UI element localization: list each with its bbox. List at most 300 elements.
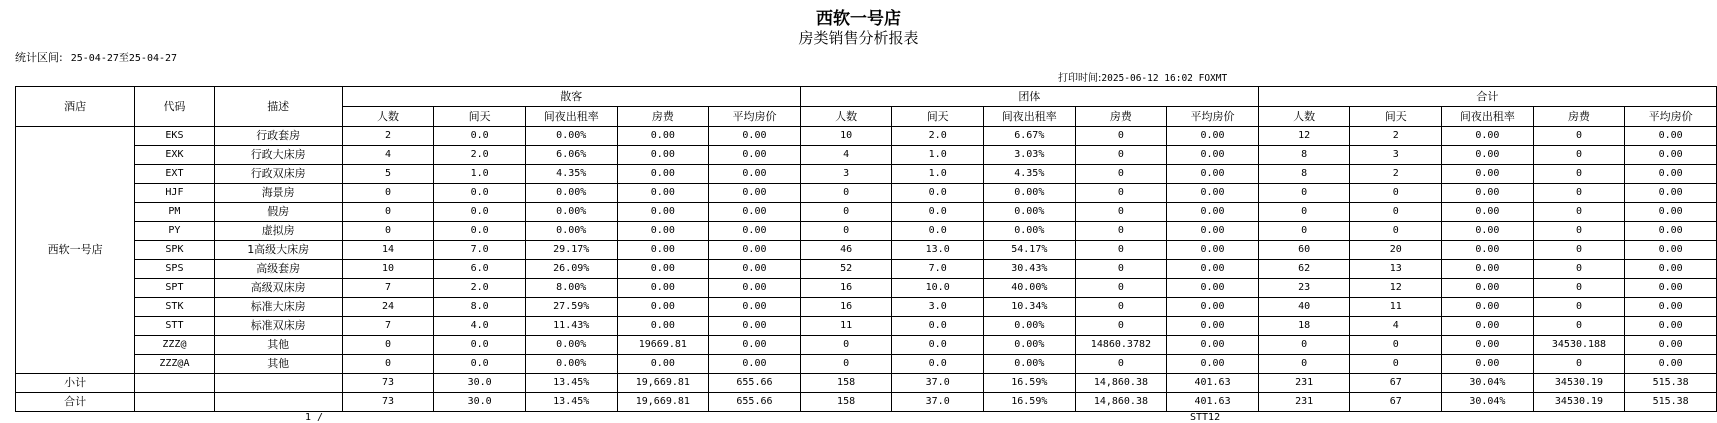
- period-value: 25-04-27至25-04-27: [70, 53, 178, 64]
- value-cell: 655.66: [709, 393, 801, 412]
- room-code-cell: SPK: [135, 241, 214, 260]
- value-cell: 0.0: [892, 317, 984, 336]
- room-code-cell: ZZZ@: [135, 336, 214, 355]
- value-cell: 0: [1075, 165, 1167, 184]
- value-cell: 0.00: [1625, 165, 1717, 184]
- header-row-groups: [16, 87, 1717, 107]
- value-cell: 30.0: [434, 393, 526, 412]
- header-subcol: 间天: [892, 107, 984, 127]
- value-cell: 19,669.81: [617, 374, 709, 393]
- value-cell: 4.0: [434, 317, 526, 336]
- value-cell: 8.0: [434, 298, 526, 317]
- table-row: [16, 336, 1717, 355]
- header-subcol: 房费: [1533, 107, 1625, 127]
- value-cell: 12: [1258, 127, 1350, 146]
- value-cell: 4: [1350, 317, 1442, 336]
- value-cell: 0: [1533, 184, 1625, 203]
- table-body: [16, 127, 1717, 412]
- table-row: [16, 203, 1717, 222]
- value-cell: 0.00: [709, 317, 801, 336]
- footer-user: STT12: [1190, 412, 1221, 423]
- room-description-cell: 其他: [214, 336, 342, 355]
- value-cell: 12: [1350, 279, 1442, 298]
- summary-row: [16, 374, 1717, 393]
- value-cell: 62: [1258, 260, 1350, 279]
- value-cell: 0.00: [1442, 146, 1534, 165]
- value-cell: 0: [1258, 184, 1350, 203]
- room-code-cell: SPT: [135, 279, 214, 298]
- value-cell: 0.00: [1167, 279, 1259, 298]
- room-code-cell: SPS: [135, 260, 214, 279]
- value-cell: 3.03%: [984, 146, 1076, 165]
- value-cell: 0: [1533, 165, 1625, 184]
- value-cell: 0.00: [617, 127, 709, 146]
- value-cell: 401.63: [1167, 393, 1259, 412]
- header-subcol: 间天: [434, 107, 526, 127]
- value-cell: 0: [1075, 203, 1167, 222]
- empty-cell: [214, 374, 342, 393]
- header-subcol: 房费: [617, 107, 709, 127]
- value-cell: 2.0: [434, 279, 526, 298]
- value-cell: 0.00%: [984, 184, 1076, 203]
- room-description-cell: 行政双床房: [214, 165, 342, 184]
- value-cell: 37.0: [892, 393, 984, 412]
- value-cell: 0: [1075, 279, 1167, 298]
- value-cell: 14: [342, 241, 434, 260]
- value-cell: 158: [800, 393, 892, 412]
- value-cell: 60: [1258, 241, 1350, 260]
- value-cell: 0.00: [1442, 298, 1534, 317]
- header-description: 描述: [214, 87, 342, 127]
- value-cell: 0.00: [1167, 336, 1259, 355]
- header-subcol: 平均房价: [1625, 107, 1717, 127]
- room-description-cell: 其他: [214, 355, 342, 374]
- value-cell: 0.00%: [984, 336, 1076, 355]
- value-cell: 24: [342, 298, 434, 317]
- value-cell: 0: [342, 203, 434, 222]
- value-cell: 0: [1075, 146, 1167, 165]
- header-group-group: 团体: [800, 87, 1258, 107]
- value-cell: 0.00: [1625, 203, 1717, 222]
- value-cell: 0: [1533, 317, 1625, 336]
- value-cell: 0: [1075, 241, 1167, 260]
- room-description-cell: 1高级大床房: [214, 241, 342, 260]
- value-cell: 0.00: [1442, 355, 1534, 374]
- value-cell: 40.00%: [984, 279, 1076, 298]
- value-cell: 4.35%: [525, 165, 617, 184]
- value-cell: 0.0: [434, 355, 526, 374]
- value-cell: 0: [1350, 355, 1442, 374]
- value-cell: 7: [342, 317, 434, 336]
- value-cell: 0.00: [1442, 203, 1534, 222]
- value-cell: 0: [1075, 127, 1167, 146]
- value-cell: 0.00: [1167, 146, 1259, 165]
- value-cell: 0.00%: [984, 203, 1076, 222]
- value-cell: 3: [800, 165, 892, 184]
- value-cell: 8.00%: [525, 279, 617, 298]
- header-subcol: 人数: [342, 107, 434, 127]
- room-code-cell: STT: [135, 317, 214, 336]
- header-subcol: 人数: [800, 107, 892, 127]
- header-subcol: 平均房价: [709, 107, 801, 127]
- room-code-cell: HJF: [135, 184, 214, 203]
- value-cell: 0.00: [709, 127, 801, 146]
- value-cell: 7.0: [892, 260, 984, 279]
- value-cell: 73: [342, 374, 434, 393]
- value-cell: 14,860.38: [1075, 374, 1167, 393]
- room-code-cell: PY: [135, 222, 214, 241]
- value-cell: 14860.3782: [1075, 336, 1167, 355]
- value-cell: 0.00: [1625, 298, 1717, 317]
- table-row: [16, 355, 1717, 374]
- value-cell: 0.00: [1625, 336, 1717, 355]
- empty-cell: [135, 393, 214, 412]
- value-cell: 10.0: [892, 279, 984, 298]
- table-row: [16, 298, 1717, 317]
- room-code-cell: EXT: [135, 165, 214, 184]
- value-cell: 0: [800, 355, 892, 374]
- value-cell: 0.0: [434, 336, 526, 355]
- room-code-cell: EXK: [135, 146, 214, 165]
- value-cell: 0: [1350, 184, 1442, 203]
- value-cell: 0.00: [1167, 298, 1259, 317]
- value-cell: 0.00: [709, 184, 801, 203]
- value-cell: 10.34%: [984, 298, 1076, 317]
- value-cell: 0.00: [709, 222, 801, 241]
- value-cell: 11: [1350, 298, 1442, 317]
- value-cell: 0.00: [709, 260, 801, 279]
- value-cell: 0.00: [617, 146, 709, 165]
- period-label: 统计区间:: [15, 51, 63, 64]
- value-cell: 34530.19: [1533, 393, 1625, 412]
- value-cell: 0.00: [709, 279, 801, 298]
- value-cell: 73: [342, 393, 434, 412]
- value-cell: 0.0: [892, 355, 984, 374]
- value-cell: 2: [1350, 127, 1442, 146]
- value-cell: 0.00: [617, 279, 709, 298]
- value-cell: 7.0: [434, 241, 526, 260]
- value-cell: 0: [1533, 260, 1625, 279]
- value-cell: 0.00%: [984, 222, 1076, 241]
- table-row: [16, 222, 1717, 241]
- empty-cell: [135, 374, 214, 393]
- value-cell: 0: [1258, 355, 1350, 374]
- report-hotel-title: 西软一号店: [816, 9, 901, 29]
- value-cell: 0.00: [1167, 127, 1259, 146]
- value-cell: 0: [1075, 298, 1167, 317]
- value-cell: 67: [1350, 374, 1442, 393]
- value-cell: 0.00: [1625, 146, 1717, 165]
- value-cell: 0.00: [1625, 184, 1717, 203]
- value-cell: 515.38: [1625, 393, 1717, 412]
- value-cell: 0.00: [1167, 165, 1259, 184]
- print-time: [1058, 69, 1227, 84]
- value-cell: 10: [800, 127, 892, 146]
- value-cell: 3.0: [892, 298, 984, 317]
- room-code-cell: ZZZ@A: [135, 355, 214, 374]
- room-description-cell: 标准双床房: [214, 317, 342, 336]
- value-cell: 1.0: [892, 146, 984, 165]
- value-cell: 1.0: [892, 165, 984, 184]
- value-cell: 30.0: [434, 374, 526, 393]
- value-cell: 0.00: [1442, 222, 1534, 241]
- table-row: [16, 127, 1717, 146]
- value-cell: 655.66: [709, 374, 801, 393]
- header-subcol: 平均房价: [1167, 107, 1259, 127]
- print-time-label: 打印时间:: [1058, 73, 1102, 84]
- value-cell: 0.00: [1625, 127, 1717, 146]
- value-cell: 0: [1258, 222, 1350, 241]
- value-cell: 13.45%: [525, 374, 617, 393]
- value-cell: 0.00: [617, 165, 709, 184]
- value-cell: 2.0: [434, 146, 526, 165]
- value-cell: 0.00: [1625, 222, 1717, 241]
- table-row: [16, 146, 1717, 165]
- value-cell: 0: [1533, 279, 1625, 298]
- value-cell: 0.0: [434, 222, 526, 241]
- value-cell: 0.0: [434, 203, 526, 222]
- value-cell: 0.00: [709, 355, 801, 374]
- room-description-cell: 海景房: [214, 184, 342, 203]
- value-cell: 0.00: [617, 241, 709, 260]
- value-cell: 0.00: [1442, 336, 1534, 355]
- header-subcol: 间夜出租率: [1442, 107, 1534, 127]
- value-cell: 8: [1258, 146, 1350, 165]
- value-cell: 0.00: [1167, 222, 1259, 241]
- value-cell: 52: [800, 260, 892, 279]
- room-description-cell: 假房: [214, 203, 342, 222]
- table-row: [16, 165, 1717, 184]
- value-cell: 16.59%: [984, 393, 1076, 412]
- value-cell: 0: [800, 184, 892, 203]
- value-cell: 8: [1258, 165, 1350, 184]
- value-cell: 0: [800, 336, 892, 355]
- value-cell: 0: [800, 203, 892, 222]
- value-cell: 19,669.81: [617, 393, 709, 412]
- value-cell: 16.59%: [984, 374, 1076, 393]
- value-cell: 0: [1075, 222, 1167, 241]
- value-cell: 0.00: [1167, 355, 1259, 374]
- value-cell: 3: [1350, 146, 1442, 165]
- value-cell: 515.38: [1625, 374, 1717, 393]
- value-cell: 0: [342, 184, 434, 203]
- value-cell: 0.00: [617, 203, 709, 222]
- value-cell: 0.0: [434, 184, 526, 203]
- room-description-cell: 行政套房: [214, 127, 342, 146]
- summary-row: [16, 393, 1717, 412]
- value-cell: 0.00: [1167, 184, 1259, 203]
- value-cell: 0: [1533, 146, 1625, 165]
- value-cell: 0.00: [1442, 279, 1534, 298]
- value-cell: 0: [1075, 355, 1167, 374]
- value-cell: 0.0: [892, 184, 984, 203]
- value-cell: 0.00: [709, 165, 801, 184]
- statistics-period: [15, 49, 177, 65]
- value-cell: 0.00%: [525, 184, 617, 203]
- header-subcol: 人数: [1258, 107, 1350, 127]
- value-cell: 0.0: [892, 203, 984, 222]
- table-row: [16, 184, 1717, 203]
- table-row: [16, 241, 1717, 260]
- value-cell: 0: [1533, 127, 1625, 146]
- value-cell: 0.0: [892, 336, 984, 355]
- value-cell: 231: [1258, 393, 1350, 412]
- room-description-cell: 虚拟房: [214, 222, 342, 241]
- page-number: 1 /: [305, 412, 324, 423]
- header-group-individual: 散客: [342, 87, 800, 107]
- value-cell: 0.00: [1625, 355, 1717, 374]
- value-cell: 0.00: [709, 298, 801, 317]
- value-cell: 0: [1075, 317, 1167, 336]
- value-cell: 4: [342, 146, 434, 165]
- value-cell: 0.00: [1167, 317, 1259, 336]
- value-cell: 29.17%: [525, 241, 617, 260]
- summary-label-cell: 合计: [16, 393, 135, 412]
- header-code: 代码: [135, 87, 214, 127]
- value-cell: 30.04%: [1442, 374, 1534, 393]
- value-cell: 30.43%: [984, 260, 1076, 279]
- value-cell: 0.00: [617, 260, 709, 279]
- value-cell: 11: [800, 317, 892, 336]
- value-cell: 0.00: [1625, 260, 1717, 279]
- value-cell: 0: [1075, 260, 1167, 279]
- value-cell: 0.00: [1442, 127, 1534, 146]
- value-cell: 401.63: [1167, 374, 1259, 393]
- value-cell: 4: [800, 146, 892, 165]
- value-cell: 27.59%: [525, 298, 617, 317]
- room-description-cell: 高级双床房: [214, 279, 342, 298]
- value-cell: 16: [800, 279, 892, 298]
- value-cell: 0.00: [617, 317, 709, 336]
- value-cell: 6.0: [434, 260, 526, 279]
- value-cell: 10: [342, 260, 434, 279]
- value-cell: 0.00: [1625, 279, 1717, 298]
- value-cell: 20: [1350, 241, 1442, 260]
- value-cell: 0.00: [1167, 203, 1259, 222]
- value-cell: 67: [1350, 393, 1442, 412]
- header-subcol: 间天: [1350, 107, 1442, 127]
- header-subcol: 间夜出租率: [984, 107, 1076, 127]
- value-cell: 0.00: [617, 184, 709, 203]
- room-code-cell: PM: [135, 203, 214, 222]
- value-cell: 0.00: [617, 298, 709, 317]
- value-cell: 0: [342, 222, 434, 241]
- value-cell: 0: [342, 355, 434, 374]
- value-cell: 0: [1075, 184, 1167, 203]
- value-cell: 7: [342, 279, 434, 298]
- header-subcol: 间夜出租率: [525, 107, 617, 127]
- value-cell: 1.0: [434, 165, 526, 184]
- value-cell: 37.0: [892, 374, 984, 393]
- room-description-cell: 行政大床房: [214, 146, 342, 165]
- value-cell: 0.00%: [525, 222, 617, 241]
- header-group-total: 合计: [1258, 87, 1716, 107]
- value-cell: 0: [1533, 203, 1625, 222]
- value-cell: 0: [1533, 241, 1625, 260]
- value-cell: 6.67%: [984, 127, 1076, 146]
- room-type-sales-table: [15, 86, 1717, 412]
- value-cell: 13: [1350, 260, 1442, 279]
- value-cell: 0.00: [709, 146, 801, 165]
- table-row: [16, 317, 1717, 336]
- room-description-cell: 高级套房: [214, 260, 342, 279]
- value-cell: 0.00: [709, 336, 801, 355]
- value-cell: 40: [1258, 298, 1350, 317]
- value-cell: 46: [800, 241, 892, 260]
- value-cell: 19669.81: [617, 336, 709, 355]
- value-cell: 0: [1350, 203, 1442, 222]
- value-cell: 0.00: [1442, 165, 1534, 184]
- value-cell: 0: [342, 336, 434, 355]
- print-time-value: 2025-06-12 16:02 FOXMT: [1101, 73, 1228, 84]
- header-hotel: 酒店: [16, 87, 135, 127]
- value-cell: 11.43%: [525, 317, 617, 336]
- value-cell: 26.09%: [525, 260, 617, 279]
- value-cell: 0.0: [434, 127, 526, 146]
- value-cell: 2: [1350, 165, 1442, 184]
- value-cell: 0: [1533, 355, 1625, 374]
- value-cell: 0.00: [709, 241, 801, 260]
- value-cell: 18: [1258, 317, 1350, 336]
- value-cell: 2: [342, 127, 434, 146]
- room-code-cell: STK: [135, 298, 214, 317]
- room-code-cell: EKS: [135, 127, 214, 146]
- summary-label-cell: 小计: [16, 374, 135, 393]
- value-cell: 13.0: [892, 241, 984, 260]
- value-cell: 0.00: [1625, 241, 1717, 260]
- value-cell: 0.00: [617, 355, 709, 374]
- empty-cell: [214, 393, 342, 412]
- value-cell: 0: [800, 222, 892, 241]
- value-cell: 54.17%: [984, 241, 1076, 260]
- value-cell: 0.00%: [984, 317, 1076, 336]
- value-cell: 0.0: [892, 222, 984, 241]
- value-cell: 34530.188: [1533, 336, 1625, 355]
- value-cell: 5: [342, 165, 434, 184]
- room-description-cell: 标准大床房: [214, 298, 342, 317]
- value-cell: 0: [1258, 203, 1350, 222]
- value-cell: 0.00: [617, 222, 709, 241]
- value-cell: 2.0: [892, 127, 984, 146]
- table-row: [16, 279, 1717, 298]
- value-cell: 0.00%: [525, 336, 617, 355]
- value-cell: 34530.19: [1533, 374, 1625, 393]
- value-cell: 0.00: [709, 203, 801, 222]
- value-cell: 0.00: [1167, 241, 1259, 260]
- value-cell: 0: [1533, 298, 1625, 317]
- value-cell: 14,860.38: [1075, 393, 1167, 412]
- report-title: 房类销售分析报表: [798, 29, 919, 47]
- table-row: [16, 260, 1717, 279]
- value-cell: 6.06%: [525, 146, 617, 165]
- value-cell: 23: [1258, 279, 1350, 298]
- value-cell: 158: [800, 374, 892, 393]
- value-cell: 4.35%: [984, 165, 1076, 184]
- value-cell: 0.00%: [525, 127, 617, 146]
- value-cell: 0.00: [1442, 260, 1534, 279]
- value-cell: 0.00: [1442, 317, 1534, 336]
- value-cell: 13.45%: [525, 393, 617, 412]
- value-cell: 0: [1350, 222, 1442, 241]
- value-cell: 0.00%: [525, 203, 617, 222]
- value-cell: 0.00: [1442, 184, 1534, 203]
- value-cell: 0.00: [1625, 317, 1717, 336]
- value-cell: 16: [800, 298, 892, 317]
- value-cell: 0.00: [1167, 260, 1259, 279]
- value-cell: 0: [1258, 336, 1350, 355]
- value-cell: 0: [1350, 336, 1442, 355]
- value-cell: 30.04%: [1442, 393, 1534, 412]
